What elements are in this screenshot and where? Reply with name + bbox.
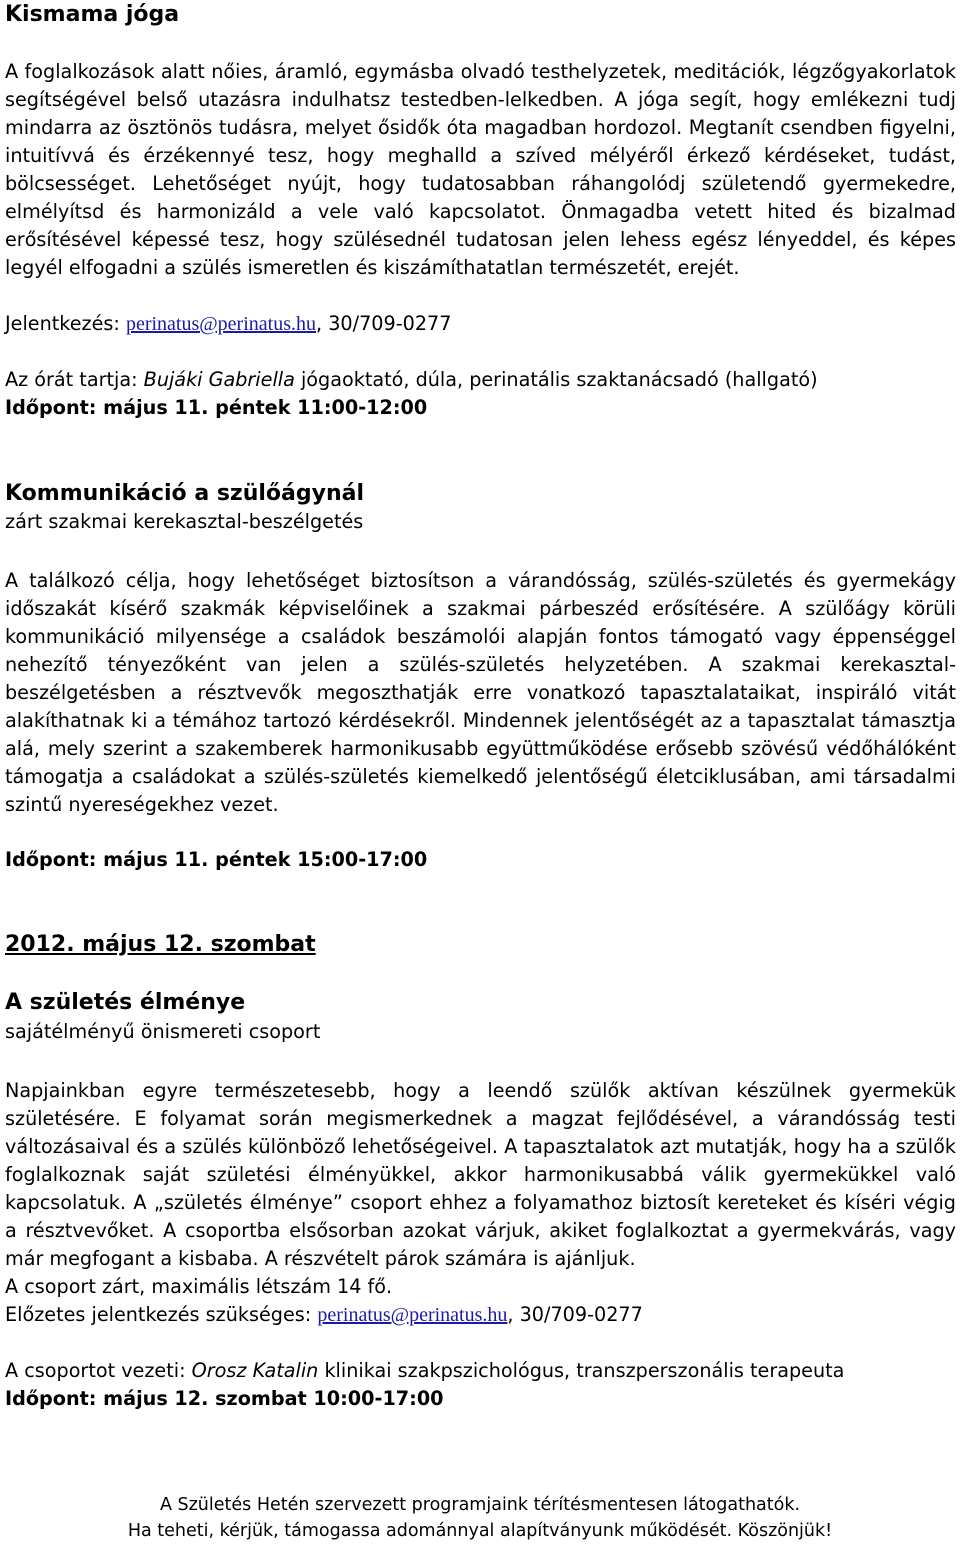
event-time: Időpont: május 12. szombat 10:00-17:00	[5, 1387, 444, 1410]
section-subtitle: zárt szakmai kerekasztal-beszélgetés	[5, 510, 364, 533]
section-title-kismama-joga: Kismama jóga	[5, 2, 180, 27]
email-link[interactable]: perinatus@perinatus.hu	[125, 313, 316, 335]
section-subtitle: sajátélményű önismereti csoport	[5, 1020, 321, 1043]
registration-line	[5, 1301, 956, 1329]
phone-number: , 30/709-0277	[507, 1303, 643, 1326]
section-paragraph-joga: A foglalkozások alatt nőies, áramló, egymásba olvadó testhelyzetek, meditációk, légzőgyakorlatok segítségével belső utazásra indulhatsz testedben-lelkedben. A jóga segít, hogy emlékezni tudj mindarra az ösztönös tudásra, melyet ősidők óta magadban hordozol. Megtanít csendben figyelni, intuitívvá és érzékennyé tesz, hogy meghalld a szíved mélyéről érkező kérdéseket, tudást, bölcsességet. Lehetőséget nyújt, hogy tudatosabban ráhangolódj születendő gyermekedre, elmélyítsd és harmonizáld a vele való kapcsolatot. Önmagadba vetett hited és bizalmad erősítésével képessé tesz, hogy szülésednél tudatosan jelen lehess egész lényeddel, és képes legyél elfogadni a szülés ismeretlen és kiszámíthatatlan természetét, erejét.	[5, 60, 956, 279]
event-time: Időpont: május 11. péntek 11:00-12:00	[5, 396, 428, 419]
section-title-kommunikacio: Kommunikáció a szülőágynál	[5, 481, 365, 506]
day-heading: 2012. május 12. szombat	[5, 932, 316, 957]
leader-name: Orosz Katalin	[191, 1359, 319, 1382]
registration-line	[5, 310, 956, 338]
leader-title: jógaoktató, dúla, perinatális szaktanácsadó (hallgató)	[294, 368, 818, 391]
leader-line	[5, 1357, 956, 1385]
email-link[interactable]: perinatus@perinatus.hu	[317, 1304, 508, 1326]
phone-number: , 30/709-0277	[316, 312, 452, 335]
footer-line-2: Ha teheti, kérjük, támogassa adománnyal alapítványunk működését. Köszönjük!	[127, 1521, 833, 1541]
leader-label: Az órát tartja:	[5, 368, 144, 391]
section-paragraph-szuletes: Napjainkban egyre természetesebb, hogy a leendő szülők aktívan készülnek gyermekük születésére. E folyamat során megismerkednek a magzat fejlődésével, a várandósság testi változásaival és a szülés különböző lehetőségeivel. A tapasztalatok azt mutatják, hogy ha a szülők foglalkoznak saját születési élményükkel, akkor harmonikusabbá válik gyermekükkel való kapcsolatuk. A „születés élménye” csoport ehhez a folyamathoz biztosít kereteket és kíséri végig a résztvevőket. A csoportba elsősorban azokat várjuk, akiket foglalkoztat a gyermekvárás, vagy már megfogant a kisbaba. A részvételt párok számára is ajánljuk.	[5, 1079, 956, 1270]
group-info: A csoport zárt, maximális létszám 14 fő.	[5, 1275, 393, 1298]
section-title-szuletes-elmenye: A születés élménye	[5, 990, 246, 1015]
section-paragraph-kommunikacio: A találkozó célja, hogy lehetőséget biztosítson a várandósság, szülés-születés és gyermekágy időszakát kísérő szakmák képviselőinek a szakmai párbeszéd erősítésére. A szülőágy körüli kommunikáció milyensége a családok beszámolói alapján fontos támogató vagy éppenséggel nehezítő tényezőként van jelen a szülés-születés helyzetében. A szakmai kerekasztal-beszélgetésben a résztvevők megoszthatják erre vonatkozó tapasztalataikat, inspiráló vitát alakíthatnak ki a témához tartozó kérdésekről. Mindennek jelentőségét az a tapasztalat támasztja alá, mely szerint a szakemberek harmonikusabb együttműködése erősebb szövésű védőhálóként támogatja a családokat a szülés-születés kiemelkedő jelentőségű életciklusában, ami társadalmi szintű nyereségekhez vezet.	[5, 569, 956, 816]
event-time: Időpont: május 11. péntek 15:00-17:00	[5, 848, 428, 871]
registration-label: Előzetes jelentkezés szükséges:	[5, 1303, 318, 1326]
leader-title: klinikai szakpszichológus, transzperszonális terapeuta	[318, 1359, 845, 1382]
registration-label: Jelentkezés:	[5, 312, 126, 335]
leader-label: A csoportot vezeti:	[5, 1359, 192, 1382]
footer-line-1: A Születés Hetén szervezett programjaink térítésmentesen látogathatók.	[159, 1495, 801, 1515]
leader-name: Bujáki Gabriella	[143, 368, 295, 391]
leader-line	[5, 366, 956, 394]
